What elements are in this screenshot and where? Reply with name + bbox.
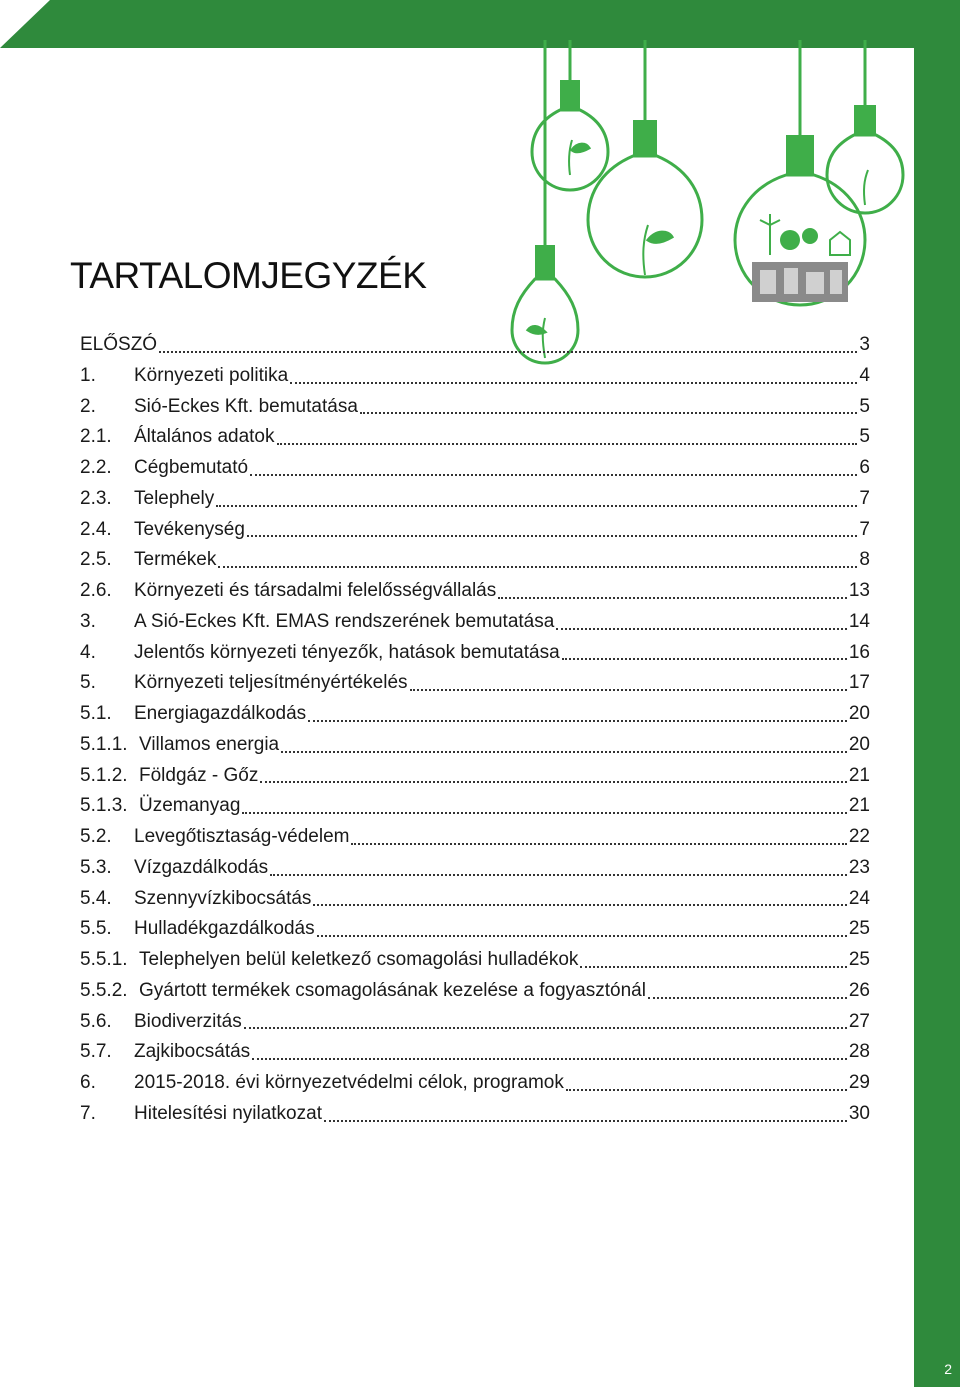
toc-entry-page: 7 — [859, 518, 870, 540]
toc-dot-leader — [290, 378, 857, 384]
toc-entry-label: ELŐSZÓ — [80, 334, 158, 355]
toc-entry-label: Biodiverzitás — [134, 1010, 242, 1032]
toc-entry-label: Villamos energia — [139, 733, 280, 755]
toc-dot-leader — [648, 993, 847, 999]
toc-entry[interactable] — [80, 822, 870, 853]
toc-entry[interactable] — [80, 699, 870, 730]
toc-entry-page: 7 — [859, 487, 870, 509]
toc-entry[interactable] — [80, 730, 870, 761]
toc-entry-number: 5.1.3. — [80, 795, 128, 817]
toc-entry-page: 5 — [859, 395, 870, 417]
toc-entry-page: 25 — [848, 949, 870, 970]
toc-entry-label: Üzemanyag — [139, 795, 241, 817]
toc-dot-leader — [351, 839, 846, 845]
toc-entry-label: Sió-Eckes Kft. bemutatása — [134, 395, 358, 417]
toc-entry-number: 2.6. — [80, 580, 112, 601]
toc-entry-page: 3 — [859, 334, 870, 355]
toc-entry-number: 5.5.2. — [80, 979, 128, 1001]
toc-entry-page: 21 — [848, 795, 870, 817]
toc-entry-label: Cégbemutató — [134, 457, 249, 478]
toc-dot-leader — [277, 439, 858, 445]
toc-entry-number: 4. — [80, 641, 96, 663]
toc-entry-label: Zajkibocsátás — [134, 1041, 251, 1063]
bulb-center-large — [588, 40, 702, 277]
toc-entry-page: 21 — [848, 764, 870, 786]
toc-entry[interactable] — [80, 1068, 870, 1099]
toc-entry-label: Földgáz - Gőz — [139, 764, 259, 786]
toc-entry[interactable] — [80, 791, 870, 822]
toc-entry-number: 1. — [80, 364, 96, 386]
toc-entry-number: 2.4. — [80, 518, 112, 540]
page-title: TARTALOMJEGYZÉK — [70, 255, 427, 296]
toc-entry-page: 25 — [848, 918, 870, 940]
toc-entry[interactable] — [80, 914, 870, 945]
toc-entry[interactable] — [80, 453, 870, 484]
toc-entry[interactable] — [80, 545, 870, 576]
toc-entry-page: 23 — [848, 856, 870, 878]
toc-dot-leader — [247, 531, 858, 537]
toc-entry-number: 2.3. — [80, 487, 112, 509]
bulb-top-left — [532, 40, 608, 190]
toc-dot-leader — [260, 777, 847, 783]
toc-dot-leader — [216, 501, 857, 507]
toc-entry-page: 30 — [848, 1102, 870, 1124]
toc-entry-page: 26 — [848, 979, 870, 1001]
toc-entry[interactable] — [80, 945, 870, 976]
toc-entry-page: 8 — [859, 549, 870, 571]
toc-entry-number: 5.1.1. — [80, 733, 128, 755]
toc-entry-label: Általános adatok — [134, 426, 275, 448]
toc-entry[interactable] — [80, 853, 870, 884]
light-bulbs-illustration — [490, 40, 930, 380]
toc-dot-leader — [562, 654, 847, 660]
toc-entry-number: 5.3. — [80, 856, 112, 878]
toc-entry-label: Környezeti teljesítményértékelés — [134, 672, 408, 694]
toc-entry[interactable] — [80, 422, 870, 453]
toc-entry[interactable] — [80, 884, 870, 915]
toc-entry-number: 2.2. — [80, 457, 112, 478]
toc-entry-page: 5 — [859, 426, 870, 448]
toc-dot-leader — [270, 870, 847, 876]
toc-entry[interactable] — [80, 361, 870, 392]
toc-entry-label: A Sió-Eckes Kft. EMAS rendszerének bemutatása — [134, 610, 555, 632]
toc-entry-number: 5.6. — [80, 1010, 112, 1032]
toc-dot-leader — [566, 1085, 847, 1091]
toc-entry-page: 27 — [848, 1010, 870, 1032]
toc-entry-number: 3. — [80, 610, 96, 632]
toc-entry-number: 5.2. — [80, 826, 112, 847]
toc-dot-leader — [317, 931, 847, 937]
toc-entry-label: Hitelesítési nyilatkozat — [134, 1102, 322, 1124]
toc-entry-number: 5.5. — [80, 918, 112, 940]
toc-entry[interactable] — [80, 761, 870, 792]
toc-dot-leader — [250, 470, 857, 476]
toc-dot-leader — [324, 1116, 847, 1122]
toc-entry-page: 17 — [848, 672, 870, 694]
toc-entry-number: 5.4. — [80, 887, 112, 909]
toc-entry-label: Levegőtisztaság-védelem — [134, 826, 350, 847]
toc-dot-leader — [498, 593, 847, 599]
toc-entry[interactable] — [80, 1037, 870, 1068]
toc-entry[interactable] — [80, 1099, 870, 1130]
toc-dot-leader — [308, 716, 847, 722]
toc-entry-label: Telephelyen belül keletkező csomagolási hulladékok — [139, 949, 579, 970]
toc-entry[interactable] — [80, 1007, 870, 1038]
toc-entry-page: 6 — [859, 457, 870, 478]
toc-entry-number: 2.5. — [80, 549, 112, 571]
toc-entry-number: 6. — [80, 1072, 96, 1093]
toc-entry-label: Gyártott termékek csomagolásának kezelése a fogyasztónál — [139, 979, 646, 1001]
toc-entry[interactable] — [80, 484, 870, 515]
toc-dot-leader — [242, 808, 846, 814]
toc-entry[interactable] — [80, 607, 870, 638]
toc-dot-leader — [410, 685, 847, 691]
toc-entry-page: 16 — [848, 641, 870, 663]
toc-entry-number: 5.1. — [80, 703, 112, 724]
toc-dot-leader — [556, 624, 847, 630]
toc-entry[interactable] — [80, 515, 870, 546]
toc-entry-number: 7. — [80, 1102, 96, 1124]
toc-dot-leader — [281, 747, 847, 753]
toc-entry-page: 24 — [848, 887, 870, 909]
toc-entry-label: Hulladékgazdálkodás — [134, 918, 315, 940]
toc-entry-label: Szennyvízkibocsátás — [134, 887, 312, 909]
toc-entry-label: 2015-2018. évi környezetvédelmi célok, programok — [134, 1072, 564, 1093]
toc-entry-page: 20 — [848, 733, 870, 755]
toc-entry[interactable] — [80, 976, 870, 1007]
toc-dot-leader — [580, 962, 846, 968]
toc-entry-label: Energiagazdálkodás — [134, 703, 307, 724]
toc-dot-leader — [159, 347, 857, 353]
toc-entry-page: 14 — [848, 610, 870, 632]
toc-dot-leader — [244, 1023, 847, 1029]
toc-entry-number: 2.1. — [80, 426, 112, 448]
toc-entry-number: 5. — [80, 672, 96, 694]
bulb-right-large — [735, 40, 865, 305]
toc-entry-page: 22 — [848, 826, 870, 847]
toc-entry-label: Környezeti és társadalmi felelősségvállalás — [134, 580, 497, 601]
toc-dot-leader — [313, 900, 846, 906]
toc-entry-label: Jelentős környezeti tényezők, hatások bemutatása — [134, 641, 560, 663]
toc-dot-leader — [252, 1054, 847, 1060]
page-number: 2 — [944, 1361, 952, 1377]
toc-entry-label: Termékek — [134, 549, 217, 571]
toc-entry-label: Telephely — [134, 487, 215, 509]
toc-entry[interactable] — [80, 392, 870, 423]
toc-entry[interactable] — [80, 330, 870, 361]
toc-entry-page: 13 — [848, 580, 870, 601]
toc-entry-label: Tevékenység — [134, 518, 245, 540]
toc-entry[interactable] — [80, 638, 870, 669]
toc-dot-leader — [218, 562, 857, 568]
table-of-contents — [80, 330, 870, 1130]
toc-entry-number: 5.7. — [80, 1041, 112, 1063]
toc-entry[interactable] — [80, 576, 870, 607]
toc-entry-number: 2. — [80, 395, 96, 417]
toc-entry-page: 4 — [859, 364, 870, 386]
toc-entry[interactable] — [80, 668, 870, 699]
toc-entry-number: 5.5.1. — [80, 949, 128, 970]
toc-entry-label: Vízgazdálkodás — [134, 856, 269, 878]
toc-entry-page: 20 — [848, 703, 870, 724]
toc-dot-leader — [360, 408, 858, 414]
toc-entry-page: 29 — [848, 1072, 870, 1093]
toc-entry-label: Környezeti politika — [134, 364, 289, 386]
toc-entry-number: 5.1.2. — [80, 764, 128, 786]
toc-entry-page: 28 — [848, 1041, 870, 1063]
